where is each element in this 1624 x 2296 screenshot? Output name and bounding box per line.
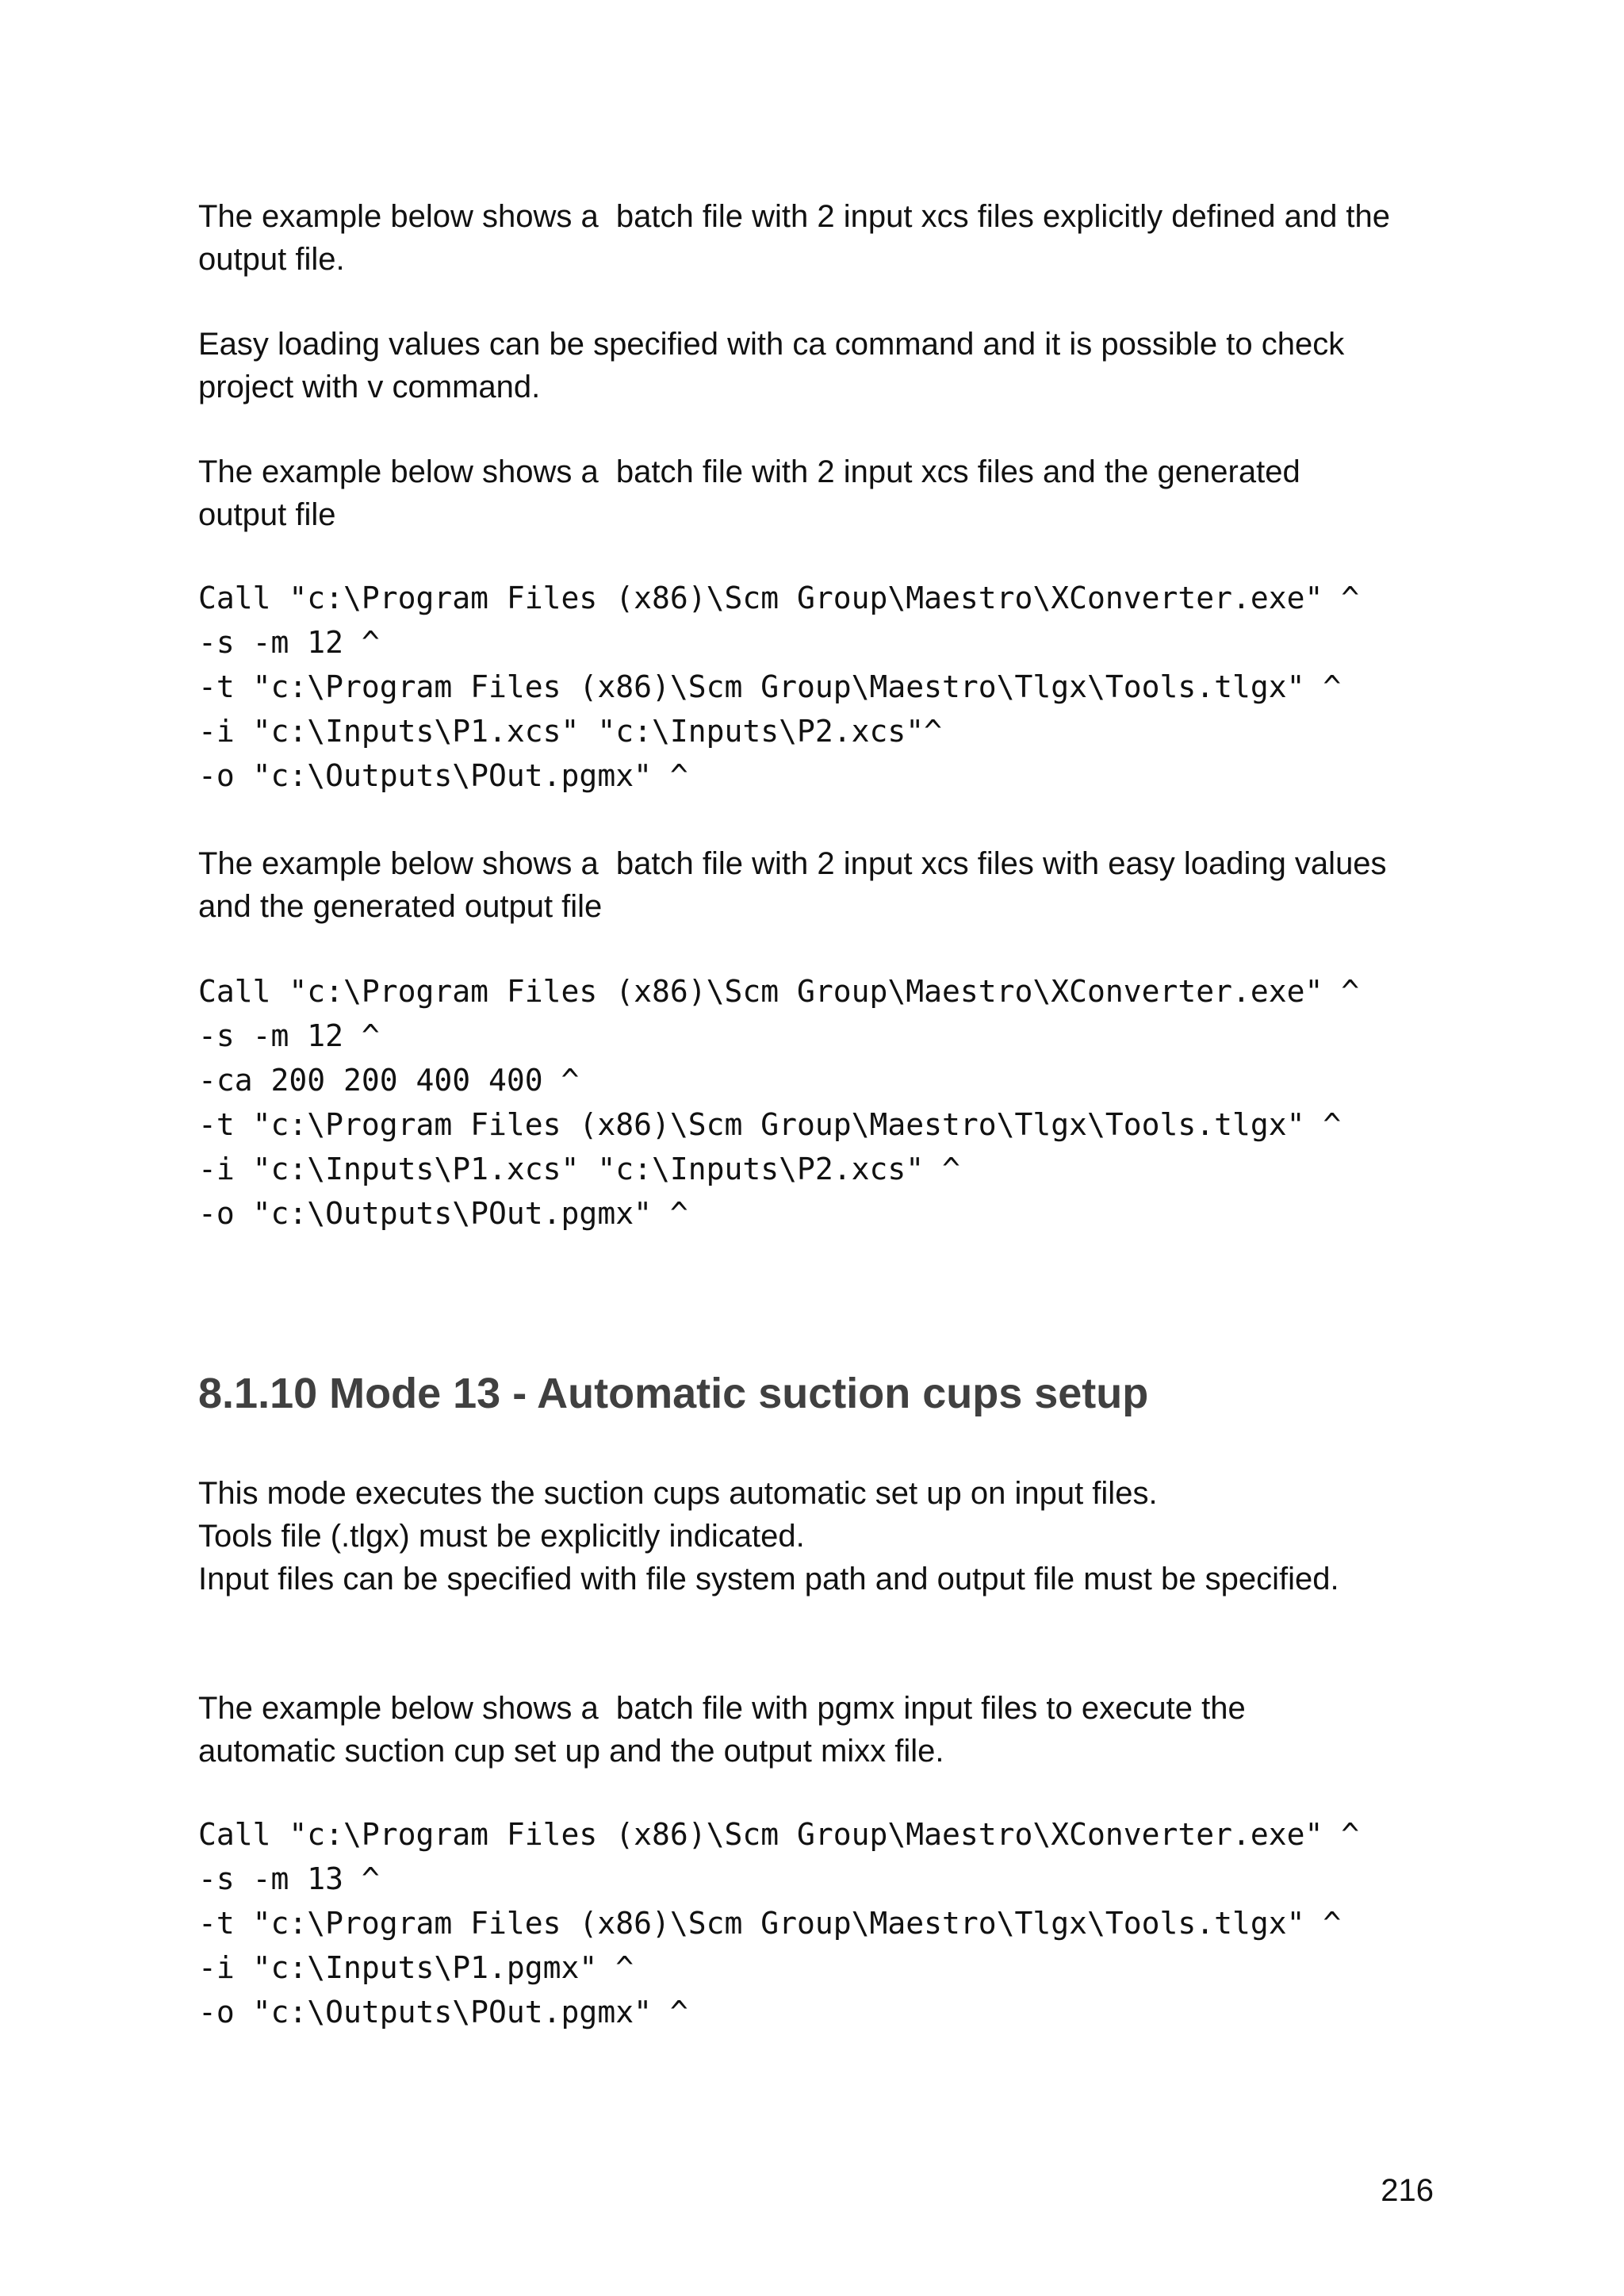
page-number: 216: [1381, 2173, 1434, 2208]
intro-paragraph-1: [198, 195, 1390, 281]
example-2-description: [198, 842, 1387, 928]
code-line: -s -m 12 ^: [198, 625, 380, 660]
intro-paragraph-2: [198, 323, 1344, 408]
example-1-description: [198, 450, 1300, 536]
section-paragraph: [198, 1472, 1339, 1600]
text-line: The example below shows a batch file with 2 input xcs files with easy loading values: [198, 846, 1387, 881]
text-line: and the generated output file: [198, 889, 603, 924]
code-line: Call "c:\Program Files (x86)\Scm Group\Maestro\XConverter.exe" ^: [198, 1817, 1360, 1852]
text-line: The example below shows a batch file with pgmx input files to execute the: [198, 1691, 1246, 1726]
code-line: -t "c:\Program Files (x86)\Scm Group\Maestro\Tlgx\Tools.tlgx" ^: [198, 1906, 1342, 1941]
code-line: -o "c:\Outputs\POut.pgmx" ^: [198, 1995, 688, 2030]
text-line: The example below shows a batch file with 2 input xcs files and the generated: [198, 454, 1300, 489]
code-line: -s -m 13 ^: [198, 1861, 380, 1896]
text-line: The example below shows a batch file with 2 input xcs files explicitly defined and the: [198, 199, 1391, 234]
code-line: -o "c:\Outputs\POut.pgmx" ^: [198, 758, 688, 793]
section-heading: 8.1.10 Mode 13 - Automatic suction cups setup: [198, 1370, 1149, 1417]
code-line: -i "c:\Inputs\P1.pgmx" ^: [198, 1950, 634, 1985]
code-line: -i "c:\Inputs\P1.xcs" "c:\Inputs\P2.xcs" ^: [198, 1152, 960, 1186]
code-line: Call "c:\Program Files (x86)\Scm Group\Maestro\XConverter.exe" ^: [198, 974, 1360, 1009]
text-line: output file.: [198, 242, 345, 277]
text-line: Easy loading values can be specified with ca command and it is possible to check: [198, 327, 1345, 362]
code-line: -o "c:\Outputs\POut.pgmx" ^: [198, 1196, 688, 1231]
example-3-description: [198, 1687, 1246, 1773]
code-line: -s -m 12 ^: [198, 1018, 380, 1053]
text-line: project with v command.: [198, 370, 541, 404]
text-line: Input files can be specified with file system path and output file must be specified.: [198, 1562, 1339, 1596]
code-line: -ca 200 200 400 400 ^: [198, 1063, 580, 1098]
text-line: output file: [198, 497, 336, 532]
text-line: This mode executes the suction cups automatic set up on input files.: [198, 1476, 1158, 1511]
code-line: Call "c:\Program Files (x86)\Scm Group\Maestro\XConverter.exe" ^: [198, 581, 1360, 615]
example-2-code-block: [198, 969, 1359, 1236]
code-line: -i "c:\Inputs\P1.xcs" "c:\Inputs\P2.xcs"^: [198, 714, 942, 749]
example-3-code-block: [198, 1812, 1359, 2034]
code-line: -t "c:\Program Files (x86)\Scm Group\Maestro\Tlgx\Tools.tlgx" ^: [198, 669, 1342, 704]
example-1-code-block: [198, 576, 1359, 798]
text-line: automatic suction cup set up and the output mixx file.: [198, 1734, 944, 1769]
text-line: Tools file (.tlgx) must be explicitly indicated.: [198, 1519, 805, 1554]
code-line: -t "c:\Program Files (x86)\Scm Group\Maestro\Tlgx\Tools.tlgx" ^: [198, 1107, 1342, 1142]
